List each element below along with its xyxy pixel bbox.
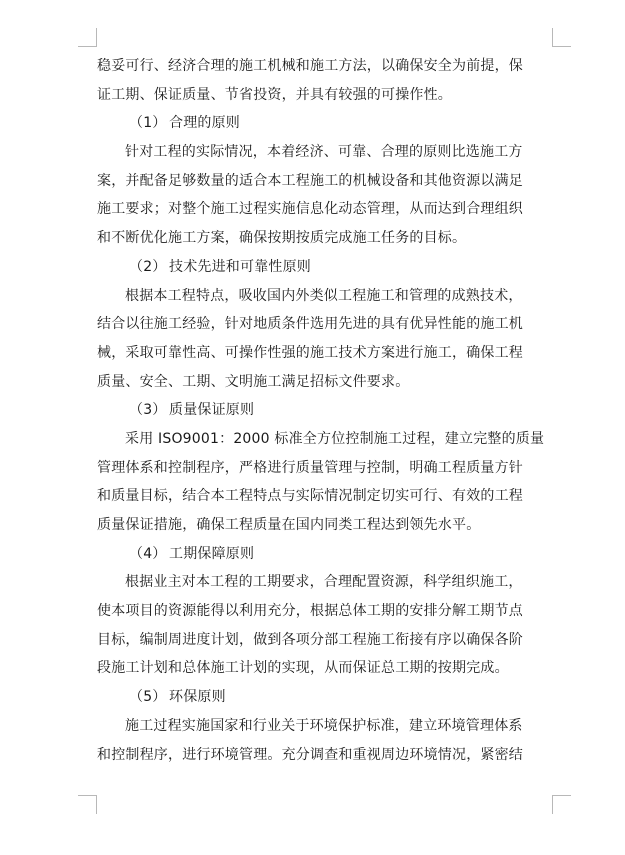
body-line: 和质量目标，结合本工程特点与实际情况制定切实可行、有效的工程 — [97, 488, 523, 505]
body-line: 和控制程序，进行环境管理。充分调查和重视周边环境情况，紧密结 — [97, 746, 523, 763]
body-line: 案，并配备足够数量的适合本工程施工的机械设备和其他资源以满足 — [97, 172, 523, 189]
paragraph-first-line: 施工过程实施国家和行业关于环境保护标准，建立环境管理体系 — [125, 717, 523, 734]
section-title: 工期保障原则 — [169, 545, 255, 562]
body-line: 施工要求；对整个施工过程实施信息化动态管理，从而达到合理组织 — [97, 201, 523, 218]
section-title: 环保原则 — [169, 689, 226, 706]
section-title: 质量保证原则 — [169, 402, 255, 419]
section-number: （2） — [129, 258, 167, 275]
body-line: 使本项目的资源能得以利用充分，根据总体工期的安排分解工期节点 — [97, 603, 523, 620]
body-line: 证工期、保证质量、节省投资，并具有较强的可操作性。 — [97, 86, 452, 103]
paragraph-first-line: 针对工程的实际情况，本着经济、可靠、合理的原则比选施工方 — [125, 144, 523, 161]
body-line: 目标，编制周进度计划，做到各项分部工程施工衔接有序以确保各阶 — [97, 631, 523, 648]
body-line: 结合以往施工经验，针对地质条件选用先进的具有优异性能的施工机 — [97, 316, 523, 333]
body-line: 械，采取可靠性高、可操作性强的施工技术方案进行施工，确保工程 — [97, 344, 523, 361]
section-number: （3） — [129, 402, 167, 419]
crop-mark-bottom-left — [78, 795, 97, 814]
section-number: （1） — [129, 115, 167, 132]
paragraph-first-line: 采用 ISO9001：2000 标准全方位控制施工过程，建立完整的质量 — [125, 430, 545, 447]
document-body — [97, 52, 551, 769]
section-heading-1 — [97, 109, 551, 138]
section-number: （5） — [129, 689, 167, 706]
section-title: 合理的原则 — [169, 115, 240, 132]
section-heading-5 — [97, 683, 551, 712]
crop-mark-top-left — [78, 28, 97, 47]
section-heading-4 — [97, 540, 551, 569]
body-line: 和不断优化施工方案，确保按期按质完成施工任务的目标。 — [97, 230, 467, 247]
section-number: （4） — [129, 545, 167, 562]
section-heading-3 — [97, 396, 551, 425]
section-title: 技术先进和可靠性原则 — [169, 258, 311, 275]
body-line: 质量保证措施，确保工程质量在国内同类工程达到领先水平。 — [97, 517, 481, 533]
crop-mark-top-right — [552, 28, 571, 47]
body-line: 质量、安全、工期、文明施工满足招标文件要求。 — [97, 373, 410, 390]
body-line: 管理体系和控制程序，严格进行质量管理与控制，明确工程质量方针 — [97, 459, 523, 476]
paragraph-first-line: 根据业主对本工程的工期要求，合理配置资源，科学组织施工， — [125, 574, 523, 591]
paragraph-first-line: 根据本工程特点，吸收国内外类似工程施工和管理的成熟技术， — [125, 287, 523, 304]
section-heading-2 — [97, 253, 551, 282]
body-line: 段施工计划和总体施工计划的实现，从而保证总工期的按期完成。 — [97, 660, 509, 677]
body-line: 稳妥可行、经济合理的施工机械和施工方法，以确保安全为前提，保 — [97, 58, 523, 74]
crop-mark-bottom-right — [552, 795, 571, 814]
